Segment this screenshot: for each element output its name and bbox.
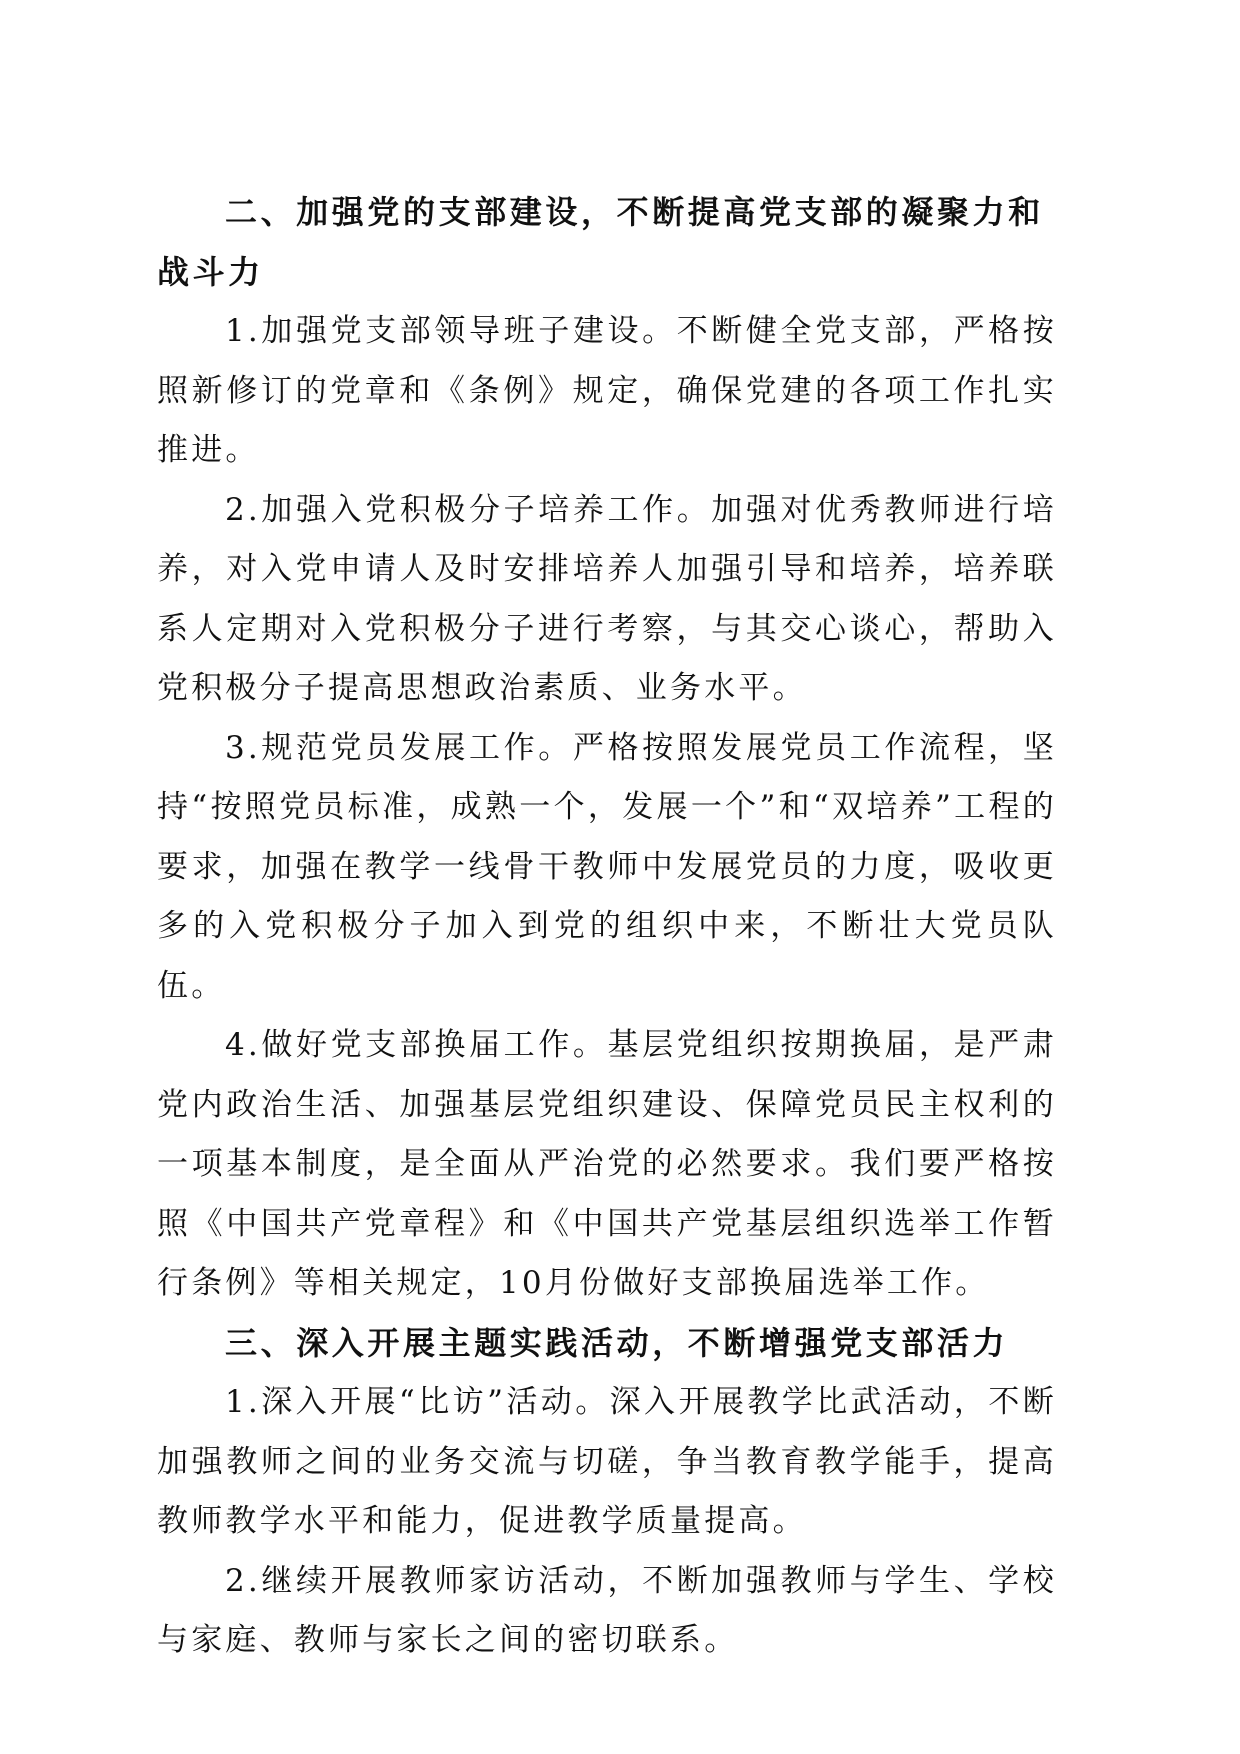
paragraph-2-3: 3.规范党员发展工作。严格按照发展党员工作流程，坚持“按照党员标准，成熟一个，发展一个”和“双培养”工程的要求，加强在教学一线骨干教师中发展党员的力度，吸收更多的入党积极分子加入到党的组织中来，不断壮大党员队伍。 bbox=[157, 729, 1057, 1004]
document-body bbox=[157, 183, 1057, 1671]
section-heading-2: 二、加强党的支部建设，不断提高党支部的凝聚力和战斗力 bbox=[157, 193, 1044, 291]
paragraph-2-2: 2.加强入党积极分子培养工作。加强对优秀教师进行培养，对入党申请人及时安排培养人加强引导和培养，培养联系人定期对入党积极分子进行考察，与其交心谈心，帮助入党积极分子提高思想政治素质、业务水平。 bbox=[157, 491, 1057, 706]
section-heading-3: 三、深入开展主题实践活动，不断增强党支部活力 bbox=[225, 1323, 1009, 1362]
paragraph-3-2: 2.继续开展教师家访活动，不断加强教师与学生、学校与家庭、教师与家长之间的密切联系。 bbox=[157, 1562, 1057, 1658]
paragraph-2-1: 1.加强党支部领导班子建设。不断健全党支部，严格按照新修订的党章和《条例》规定，确保党建的各项工作扎实推进。 bbox=[157, 313, 1057, 468]
paragraph-3-1: 1.深入开展“比访”活动。深入开展教学比武活动，不断加强教师之间的业务交流与切磋，争当教育教学能手，提高教师教学水平和能力，促进教学质量提高。 bbox=[157, 1384, 1057, 1539]
paragraph-2-4: 4.做好党支部换届工作。基层党组织按期换届，是严肃党内政治生活、加强基层党组织建设、保障党员民主权利的一项基本制度，是全面从严治党的必然要求。我们要严格按照《中国共产党章程》和《中国共产党基层组织选举工作暂行条例》等相关规定，10月份做好支部换届选举工作。 bbox=[157, 1027, 1057, 1301]
